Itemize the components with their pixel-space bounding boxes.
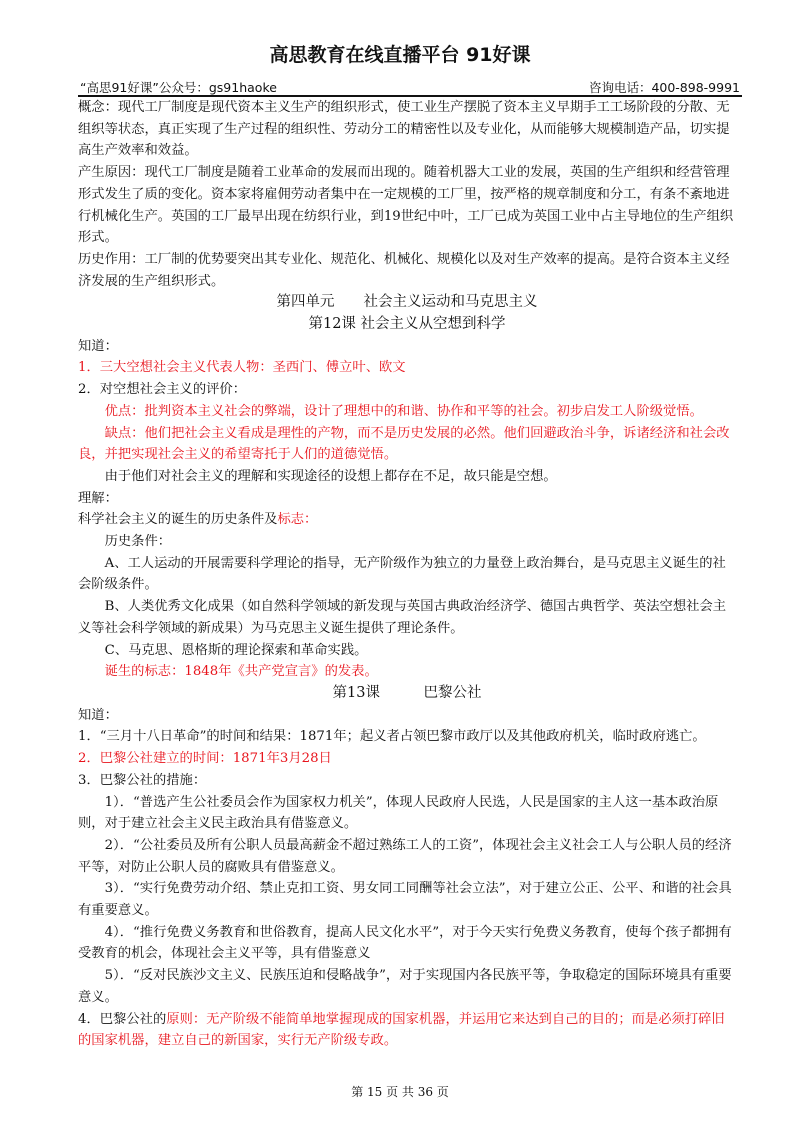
measures-item: 3．巴黎公社的措施： — [78, 772, 207, 788]
understand-label: 理解： — [78, 490, 118, 506]
defect-paragraph: 缺点：他们把社会主义看成是理性的产物，而不是历史发展的必然。他们回避政治斗争，诉诸经济和社会改良，并把实现社会主义的希望寄托于人们的道德觉悟。 — [78, 425, 730, 463]
condition-b: B、人类优秀文化成果（如自然科学领域的新发现与英国古典政治经济学、德国古典哲学、英法空想社会主义等社会科学领域的新成果）为马克思主义诞生提供了理论条件。 — [78, 599, 727, 636]
lesson-13-title: 第13课 巴黎公社 — [332, 684, 482, 701]
unit-title: 第四单元 社会主义运动和马克思主义 — [276, 294, 538, 311]
condition-c: C、马克思、恩格斯的理论探索和革命实践。 — [104, 642, 368, 658]
measure-5: 5）．“反对民族沙文主义、民族压迫和侵略战争”，对于实现国内各民族平等，争取稳定的国际环境具有重要意义。 — [78, 968, 732, 1005]
measure-2: 2）．“公社委员及所有公职人员最高薪金不超过熟练工人的工资”，体现社会主义社会工人与公职人员的经济平等，对防止公职人员的腐败具有借鉴意义。 — [78, 837, 732, 875]
principle-prefix: 4．巴黎公社的 — [78, 1011, 167, 1027]
evaluation-item: 2．对空想社会主义的评价： — [78, 382, 247, 398]
role-paragraph: 历史作用：工厂制的优势要突出其专业化、规范化、机械化、规模化以及对生产效率的提高。是符合资本主义经济发展的生产组织形式。 — [78, 251, 730, 289]
wechat-account-text: “高思91好课”公众号：gs91haoke — [80, 80, 277, 95]
commune-date-item: 2．巴黎公社建立的时间：1871年3月28日 — [78, 751, 332, 767]
utopian-figures-item: 1．三大空想社会主义代表人物：圣西门、傅立叶、欧文 — [78, 360, 406, 376]
measure-3: 3）．“实行免费劳动介绍、禁止克扣工资、男女同工同酬等社会立法”，对于建立公正、公平、和谐的社会具有重要意义。 — [78, 881, 732, 919]
scientific-socialism-mark: 标志： — [277, 512, 318, 528]
know-label-2: 知道： — [78, 707, 118, 723]
merit-paragraph: 优点：批判资本主义社会的弊端，设计了理想中的和谐、协作和平等的社会。初步启发工人阶级觉悟。 — [104, 403, 703, 419]
header-subline — [80, 78, 740, 96]
scientific-socialism-intro: 科学社会主义的诞生的历史条件及 — [78, 512, 278, 528]
lesson-12-title: 第12课 社会主义从空想到科学 — [308, 316, 506, 333]
historical-conditions-label: 历史条件： — [104, 534, 172, 550]
principle-item — [78, 1009, 736, 1052]
measure-1: 1）．“普选产生公社委员会作为国家权力机关”，体现人民政府人民选，人民是国家的主人这一基本政治原则，对于建立社会主义民主政治具有借鉴意义。 — [78, 794, 719, 832]
measure-4: 4）．“推行免费义务教育和世俗教育，提高人民文化水平”，对于今天实行免费义务教育，使每个孩子都拥有受教育的机会，体现社会主义平等，具有借鉴意义 — [78, 924, 732, 962]
header-title: 高思教育在线直播平台 91好课 — [269, 44, 531, 66]
document-body — [78, 97, 736, 1052]
condition-a: A、工人运动的开展需要科学理论的指导，无产阶级作为独立的力量登上政治舞台，是马克思主义诞生的社会阶级条件。 — [78, 555, 726, 593]
know-label: 知道： — [78, 338, 118, 354]
march-18-item: 1．“三月十八日革命”的时间和结果：1871年；起义者占领巴黎市政厅以及其他政府机关，临时政府逃亡。 — [78, 729, 706, 745]
utopia-conclusion: 由于他们对社会主义的理解和实现途径的设想上都存在不足，故只能是空想。 — [104, 468, 557, 484]
concept-paragraph: 概念：现代工厂制度是现代资本主义生产的组织形式，使工业生产摆脱了资本主义早期手工工场阶段的分散、无组织等状态，真正实现了生产过程的组织性、劳动分工的精密性以及专业化，从而能够大规模制造产品，切实提高生产效率和效益。 — [78, 100, 730, 159]
hotline-text: 咨询电话：400-898-9991 — [588, 80, 740, 95]
birth-mark-line: 诞生的标志：1848年《共产党宣言》的发表。 — [104, 664, 378, 680]
cause-paragraph: 产生原因：现代工厂制度是随着工业革命的发展而出现的。随着机器大工业的发展，英国的生产组织和经营管理形式发生了质的变化。资本家将雇佣劳动者集中在一定规模的工厂里，按严格的规章制度和分工，有条不紊地进行机械化生产。英国的工厂最早出现在纺织行业，到19世纪中叶，工厂已成为英国工业中占主导地位的生产组织形式。 — [78, 165, 734, 246]
principle-text: 原则：无产阶级不能简单地掌握现成的国家机器，并运用它来达到自己的目的；而是必须打碎旧的国家机器，建立自己的新国家，实行无产阶级专政。 — [78, 1011, 725, 1049]
page-number: 第 15 页 共 36 页 — [351, 1085, 449, 1099]
scientific-socialism-heading — [78, 509, 736, 531]
